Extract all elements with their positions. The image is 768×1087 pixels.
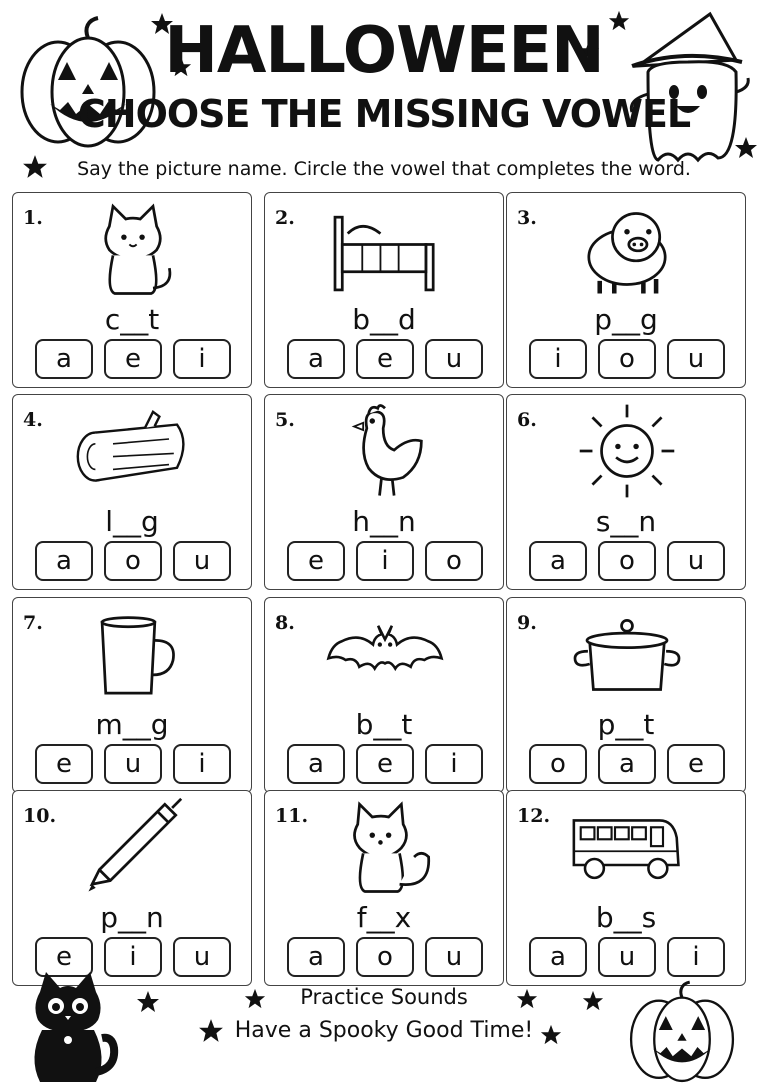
vowel-options <box>529 744 725 784</box>
log-icon <box>73 401 193 511</box>
exercise-card <box>12 394 252 590</box>
exercise-card <box>12 192 252 388</box>
item-number: 4. <box>23 409 43 431</box>
vowel-option-button[interactable]: o <box>598 339 656 379</box>
vowel-option-button[interactable]: o <box>104 541 162 581</box>
item-number: 12. <box>517 805 551 827</box>
vowel-option-button[interactable]: i <box>104 937 162 977</box>
vowel-options <box>529 339 725 379</box>
footer-line-2: Have a Spooky Good Time! <box>234 1018 534 1043</box>
vowel-option-button[interactable]: u <box>598 937 656 977</box>
vowel-options <box>35 339 231 379</box>
item-number: 3. <box>517 207 537 229</box>
vowel-option-button[interactable]: u <box>667 541 725 581</box>
word-prompt: l__g <box>105 505 159 538</box>
word-prompt: b__t <box>355 708 413 741</box>
vowel-option-button[interactable]: i <box>425 744 483 784</box>
vowel-option-button[interactable]: o <box>356 937 414 977</box>
vowel-option-button[interactable]: e <box>104 339 162 379</box>
vowel-option-button[interactable]: i <box>667 937 725 977</box>
vowel-options <box>529 541 725 581</box>
vowel-option-button[interactable]: e <box>35 937 93 977</box>
word-prompt: b__s <box>595 901 657 934</box>
bed-icon <box>325 199 445 309</box>
vowel-option-button[interactable]: u <box>173 937 231 977</box>
word-prompt: f__x <box>356 901 412 934</box>
vowel-option-button[interactable]: a <box>529 937 587 977</box>
word-prompt: b__d <box>352 303 416 336</box>
vowel-options <box>287 541 483 581</box>
footer-line-1: Practice Sounds <box>300 985 468 1009</box>
vowel-option-button[interactable]: e <box>667 744 725 784</box>
vowel-option-button[interactable]: o <box>529 744 587 784</box>
word-prompt: h__n <box>352 505 416 538</box>
sun-icon <box>567 401 687 511</box>
vowel-option-button[interactable]: a <box>529 541 587 581</box>
exercise-card <box>264 394 504 590</box>
fox-icon <box>325 797 445 907</box>
vowel-option-button[interactable]: a <box>35 541 93 581</box>
exercise-card <box>12 597 252 793</box>
vowel-option-button[interactable]: o <box>425 541 483 581</box>
pig-icon <box>567 199 687 309</box>
exercise-card <box>506 394 746 590</box>
bat-icon <box>325 604 445 714</box>
vowel-option-button[interactable]: i <box>356 541 414 581</box>
vowel-option-button[interactable]: a <box>287 937 345 977</box>
vowel-option-button[interactable]: e <box>35 744 93 784</box>
vowel-options <box>529 937 725 977</box>
instructions: Say the picture name. Circle the vowel that completes the word. <box>77 158 691 180</box>
word-prompt: p__t <box>597 708 655 741</box>
vowel-option-button[interactable]: i <box>529 339 587 379</box>
item-number: 2. <box>275 207 295 229</box>
hen-icon <box>325 401 445 511</box>
page-title: HALLOWEEN <box>164 14 604 88</box>
item-number: 11. <box>275 805 309 827</box>
word-prompt: s__n <box>595 505 657 538</box>
star-icon <box>734 136 758 160</box>
vowel-options <box>35 744 231 784</box>
vowel-option-button[interactable]: a <box>35 339 93 379</box>
vowel-option-button[interactable]: u <box>425 339 483 379</box>
vowel-option-button[interactable]: i <box>173 744 231 784</box>
vowel-option-button[interactable]: u <box>425 937 483 977</box>
item-number: 9. <box>517 612 537 634</box>
vowel-option-button[interactable]: a <box>598 744 656 784</box>
vowel-options <box>35 937 231 977</box>
exercise-card <box>264 597 504 793</box>
pot-icon <box>567 604 687 714</box>
item-number: 8. <box>275 612 295 634</box>
word-prompt: p__g <box>594 303 658 336</box>
item-number: 5. <box>275 409 295 431</box>
exercise-grid <box>12 192 758 972</box>
vowel-options <box>287 339 483 379</box>
vowel-options <box>35 541 231 581</box>
vowel-options <box>287 937 483 977</box>
page-subtitle: CHOOSE THE MISSING VOWEL <box>77 92 691 136</box>
exercise-card <box>506 192 746 388</box>
vowel-option-button[interactable]: a <box>287 744 345 784</box>
vowel-option-button[interactable]: u <box>173 541 231 581</box>
word-prompt: c__t <box>104 303 160 336</box>
vowel-option-button[interactable]: u <box>667 339 725 379</box>
item-number: 7. <box>23 612 43 634</box>
vowel-option-button[interactable]: a <box>287 339 345 379</box>
vowel-option-button[interactable]: u <box>104 744 162 784</box>
pen-icon <box>73 797 193 907</box>
exercise-card <box>264 790 504 986</box>
exercise-card <box>12 790 252 986</box>
cat-icon <box>73 199 193 309</box>
vowel-option-button[interactable]: e <box>287 541 345 581</box>
exercise-card <box>264 192 504 388</box>
mug-icon <box>73 604 193 714</box>
exercise-card <box>506 597 746 793</box>
item-number: 10. <box>23 805 57 827</box>
vowel-option-button[interactable]: e <box>356 744 414 784</box>
exercise-card <box>506 790 746 986</box>
vowel-option-button[interactable]: i <box>173 339 231 379</box>
bus-icon <box>567 797 687 907</box>
vowel-option-button[interactable]: o <box>598 541 656 581</box>
word-prompt: p__n <box>100 901 164 934</box>
word-prompt: m__g <box>95 708 169 741</box>
item-number: 1. <box>23 207 43 229</box>
item-number: 6. <box>517 409 537 431</box>
vowel-option-button[interactable]: e <box>356 339 414 379</box>
vowel-options <box>287 744 483 784</box>
